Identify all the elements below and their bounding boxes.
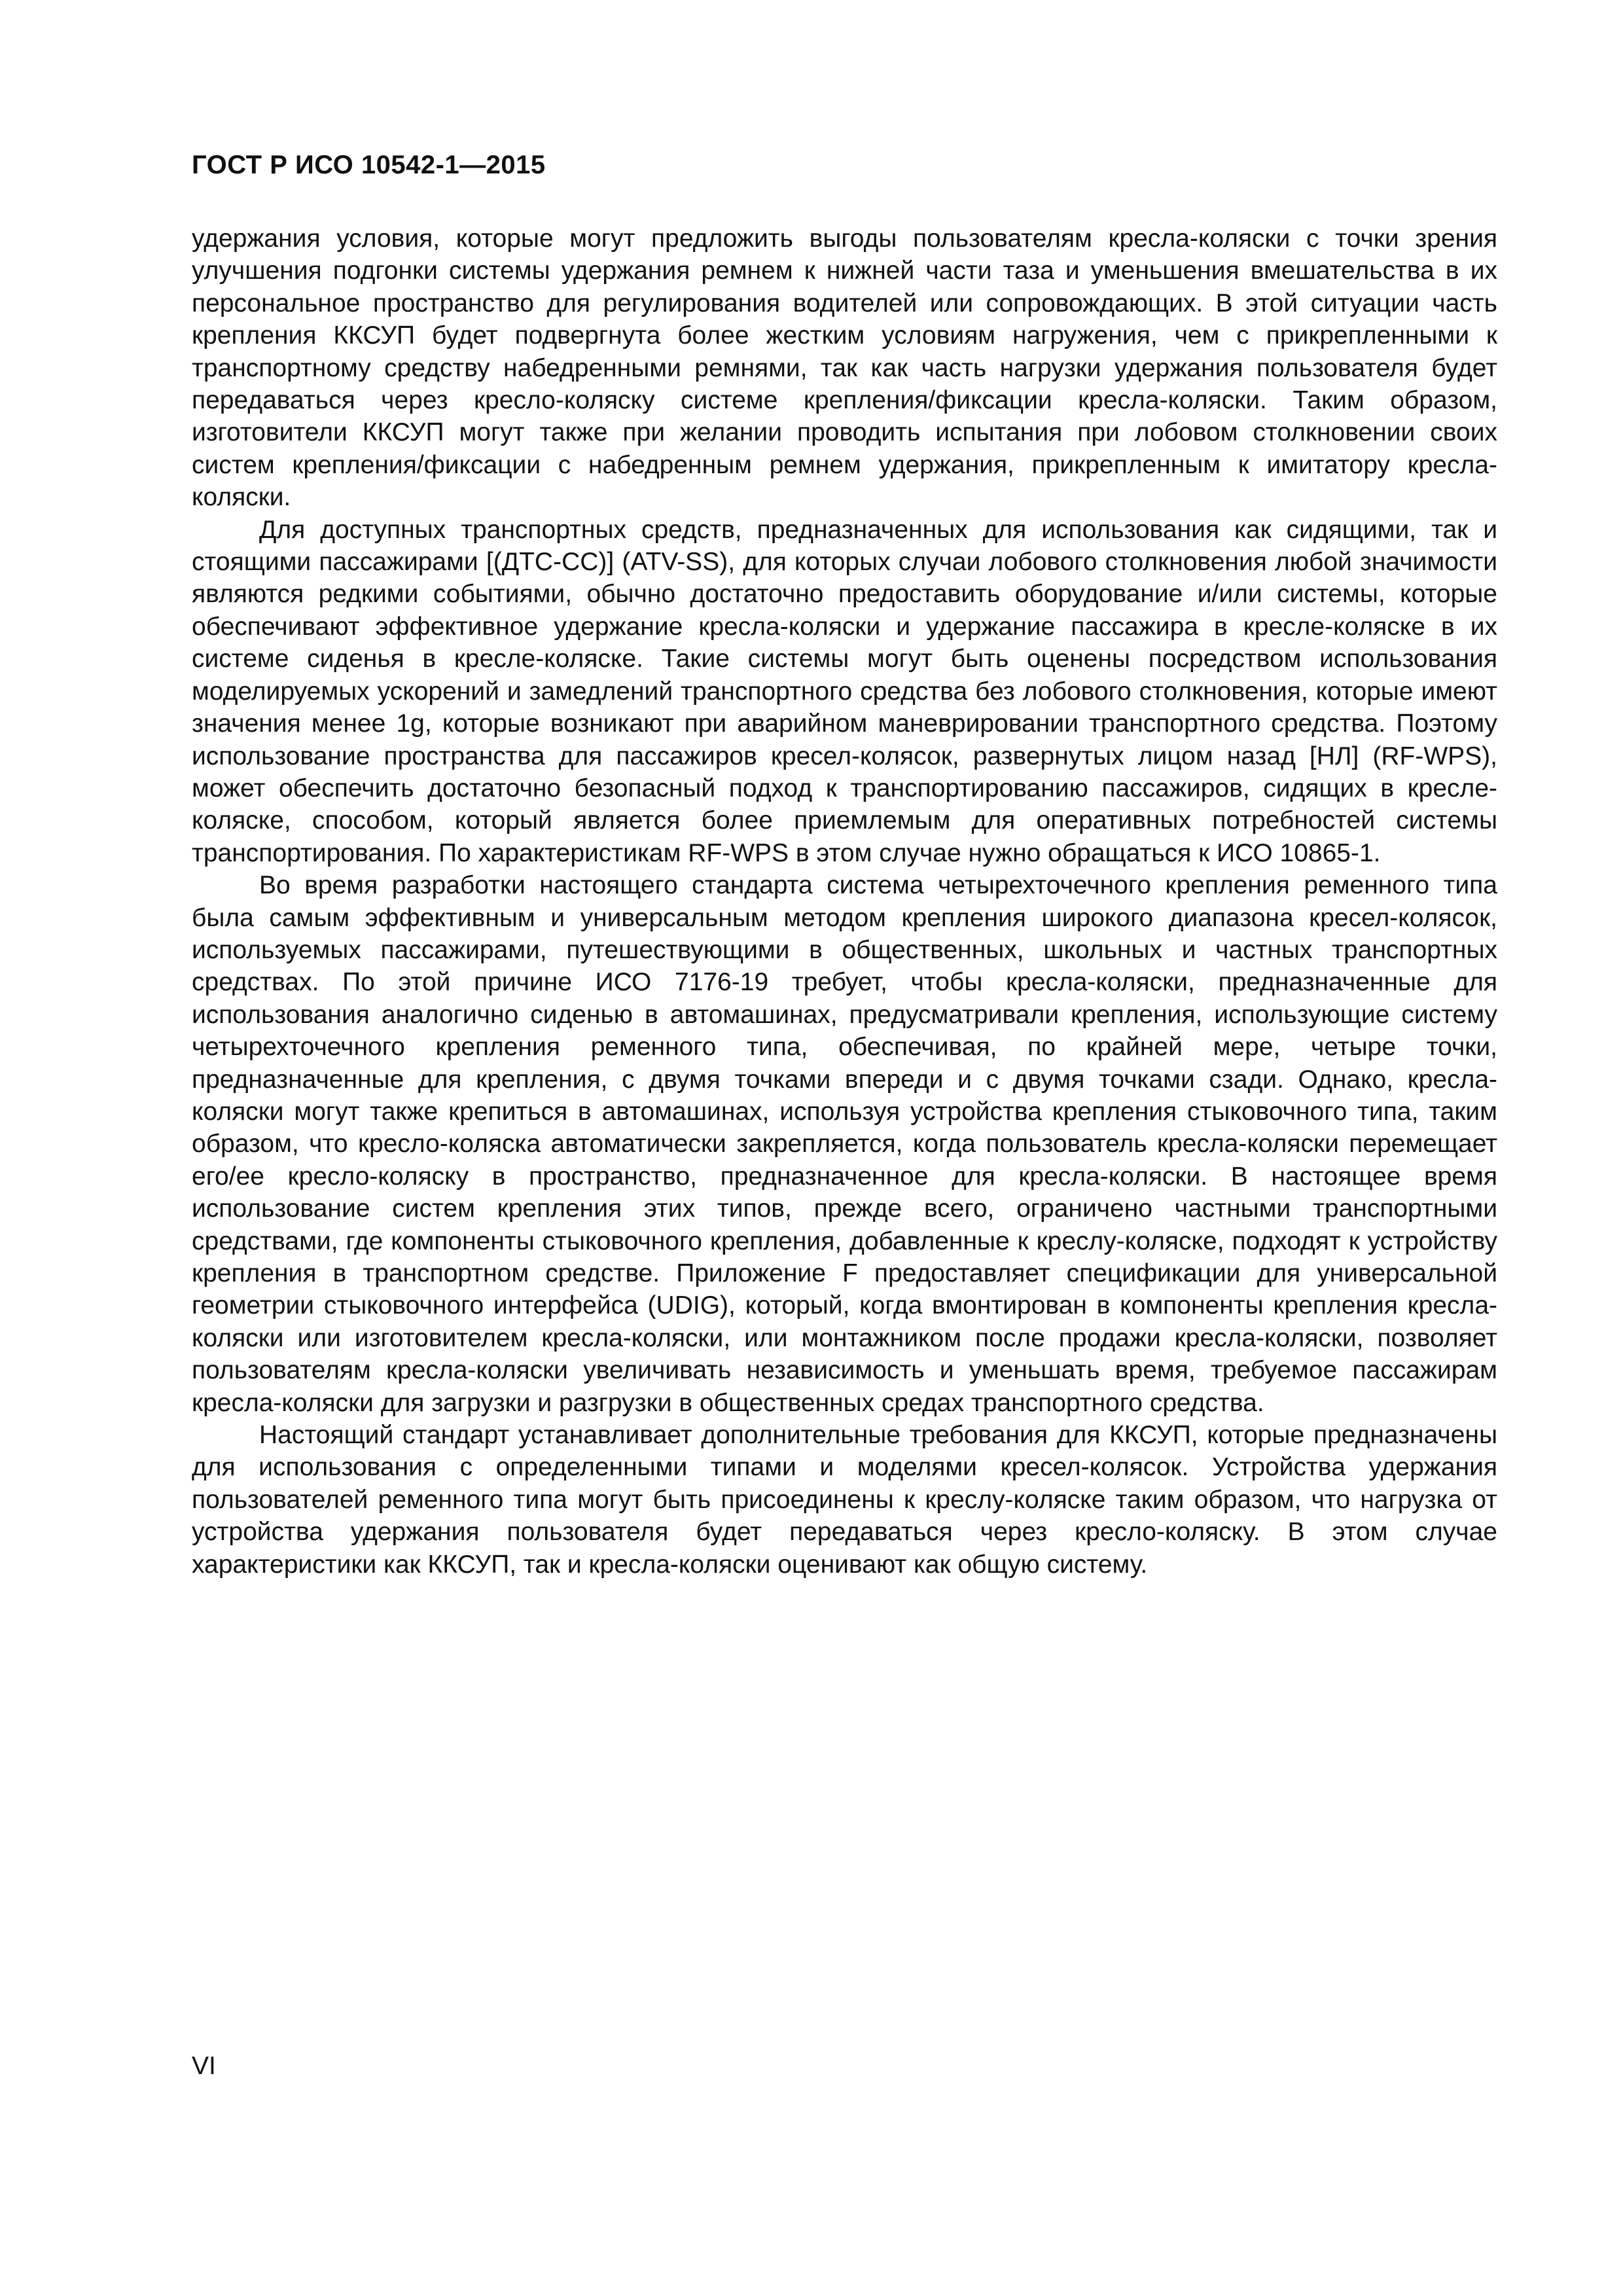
paragraph-four-point-tiedown: Во время разработки настоящего стандарта система четырехточечного крепления ременного типа была самым эффективным и универсальным методом крепления широкого диапазона кресел-колясок, используемых пассажирами, путешествующими в общественных, школьных и частных транспортных средствах. По этой причине ИСО 7176-19 требует, чтобы кресла-коляски, предназначенные для использования аналогично сиденью в автомашинах, предусматривали крепления, использующие систему четырехточечного крепления ременного типа, обеспечивая, по крайней мере, четыре точки, предназначенные для крепления, с двумя точками впереди и с двумя точками сзади. Однако, кресла-коляски могут также крепиться в автомашинах, используя устройства крепления стыковочного типа, таким образом, что кресло-коляска автоматически закрепляется, когда пользователь кресла-коляски перемещает его/ее кресло-коляску в пространство, предназначенное для кресла-коляски. В настоящее время использование систем крепления этих типов, прежде всего, ограничено частными транспортными средствами, где компоненты стыковочного крепления, добавленные к креслу-коляске, подходят к устройству крепления в транспортном средстве. Приложение F предоставляет спецификации для универсальной геометрии стыковочного интерфейса (UDIG), который, когда вмонтирован в компоненты крепления кресла-коляски или изготовителем кресла-коляски, или монтажником после продажи кресла-коляски, позволяет пользователям кресла-коляски увеличивать независимость и уменьшать время, требуемое пассажирам кресла-коляски для загрузки и разгрузки в общественных средах транспортного средства. <box>192 871 1497 1417</box>
paragraph-continuation: удержания условия, которые могут предложить выгоды пользователям кресла-коляски с точки зрения улучшения подгонки системы удержания ремнем к нижней части таза и уменьшения вмешательства в их персональное пространство для регулирования водителей или сопровождающих. В этой ситуации часть крепления ККСУП будет подвергнута более жестким условиям нагружения, чем с прикрепленными к транспортному средству набедренными ремнями, так как часть нагрузки удержания пользователя будет передаваться через кресло-коляску системе крепления/фиксации кресла-коляски. Таким образом, изготовители ККСУП могут также при желании проводить испытания при лобовом столкновении своих систем крепления/фиксации с набедренным ремнем удержания, прикрепленным к имитатору кресла-коляски. <box>192 224 1497 512</box>
page-number: VI <box>192 2052 216 2080</box>
document-body <box>192 223 1497 1581</box>
paragraph-accessible-vehicles: Для доступных транспортных средств, предназначенных для использования как сидящими, так и стоящими пассажирами [(ДТС-СС)] (ATV-SS), для которых случаи лобового столкновения любой значимости являются редкими событиями, обычно достаточно предоставить оборудование и/или системы, которые обеспечивают эффективное удержание кресла-коляски и удержание пассажира в кресле-коляске в их системе сиденья в кресле-коляске. Такие системы могут быть оценены посредством использования моделируемых ускорений и замедлений транспортного средства без лобового столкновения, которые имеют значения менее 1g, которые возникают при аварийном маневрировании транспортного средства. Поэтому использование пространства для пассажиров кресел-колясок, развернутых лицом назад [НЛ] (RF-WPS), может обеспечить достаточно безопасный подход к транспортированию пассажиров, сидящих в кресле-коляске, способом, который является более приемлемым для оперативных потребностей системы транспортирования. По характеристикам RF-WPS в этом случае нужно обращаться к ИСО 10865-1. <box>192 515 1497 867</box>
document-header-code: ГОСТ Р ИСО 10542-1—2015 <box>192 151 546 179</box>
paragraph-additional-requirements: Настоящий стандарт устанавливает дополнительные требования для ККСУП, которые предназначены для использования с определенными типами и моделями кресел-колясок. Устройства удержания пользователей ременного типа могут быть присоединены к креслу-коляске таким образом, что нагрузка от устройства удержания пользователя будет передаваться через кресло-коляску. В этом случае характеристики как ККСУП, так и кресла-коляски оценивают как общую систему. <box>192 1421 1497 1579</box>
